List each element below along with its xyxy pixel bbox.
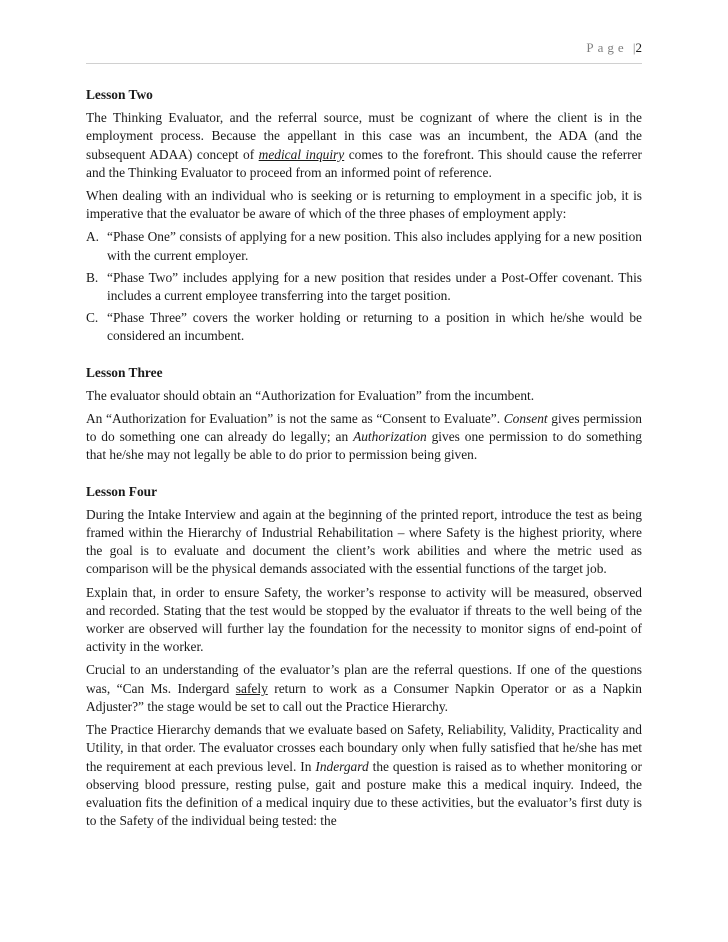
- page-label: Page: [586, 40, 628, 55]
- page-header: [586, 40, 642, 56]
- phases-list: [86, 228, 642, 345]
- lesson-two-paragraph-1: [86, 109, 642, 182]
- header-rule: [86, 63, 642, 64]
- list-item-text: “Phase Two” includes applying for a new position that resides under a Post-Offer covenant. This includes a current employee transferring into the target position.: [107, 269, 642, 304]
- list-marker: B.: [86, 269, 99, 285]
- list-item: [86, 228, 642, 264]
- header-separator: |: [632, 40, 636, 55]
- emphasis-safely: safely: [235, 680, 268, 696]
- list-marker: A.: [86, 229, 100, 245]
- emphasis-medical-inquiry: medical inquiry: [258, 146, 345, 162]
- emphasis-consent: Consent: [503, 411, 548, 427]
- lesson-three-paragraph-2: [86, 410, 642, 465]
- text-run: An “Authorization for Evaluation” is not the same as “Consent to Evaluate”.: [86, 411, 504, 427]
- emphasis-authorization: Authorization: [353, 429, 427, 445]
- lesson-four-paragraph-3: [86, 661, 642, 716]
- lesson-two-heading: Lesson Two: [86, 87, 153, 102]
- lesson-three-paragraph-1: The evaluator should obtain an “Authorization for Evaluation” from the incumbent.: [86, 387, 535, 403]
- list-marker: C.: [86, 310, 99, 326]
- document-body: [86, 86, 642, 835]
- text-run: gives permission to do something one can already do legally; an: [86, 411, 642, 445]
- lesson-three-heading: Lesson Three: [86, 364, 163, 380]
- lesson-four-paragraph-4: [86, 721, 642, 830]
- text-run: The Practice Hierarchy demands that we evaluate based on Safety, Reliability, Validity, Practicality and Utility, in that order. The evaluator crosses each boundary only when fully satisfied that he/she has met the requirement at each previous level. In: [86, 722, 642, 774]
- text-run: gives one permission to do something that he/she may not legally be able to do prior to permission being given.: [86, 429, 642, 463]
- list-item-text: “Phase Three” covers the worker holding or returning to a position in which he/she would be considered an incumbent.: [107, 310, 642, 344]
- list-item: [86, 269, 642, 305]
- lesson-two-paragraph-2: When dealing with an individual who is seeking or is returning to employment in a specific job, it is imperative that the evaluator be aware of which of the three phases of employment apply:: [86, 188, 642, 222]
- text-run: The Thinking Evaluator, and the referral source, must be cognizant of where the client is in the employment process. Because the appellant in this case was an incumbent, the ADA (and the subsequent ADAA) concept of: [86, 110, 642, 162]
- text-run: Crucial to an understanding of the evaluator’s plan are the referral questions. If one of the questions was, “Can Ms. Indergard: [86, 662, 642, 696]
- lesson-four-paragraph-2: Explain that, in order to ensure Safety, the worker’s response to activity will be measured, observed and recorded. Stating that the test would be stopped by the evaluator if threats to the well being of the worker are observed will further lay the foundation for the necessity to monitor signs of end-point of activity in the worker.: [86, 584, 642, 655]
- page-number: 2: [635, 40, 642, 55]
- list-item-text: “Phase One” consists of applying for a new position. This also includes applying for a new position with the current employer.: [107, 229, 642, 263]
- text-run: the question is raised as to whether monitoring or observing blood pressure, resting pulse, gait and posture make this a medical inquiry. Indeed, the evaluation fits the definition of a medical inquiry due to these activities, but the evaluator’s first duty is to the Safety of the individual being tested: the: [86, 758, 642, 829]
- lesson-four-heading: Lesson Four: [86, 483, 158, 499]
- lesson-four-paragraph-1: During the Intake Interview and again at the beginning of the printed report, introduce the test as being framed within the Hierarchy of Industrial Rehabilitation – where Safety is the highest priority, where the goal is to evaluate and document the client’s work abilities and where the metric used as comparison will be the physical demands associated with the essential functions of the target job.: [86, 506, 642, 577]
- text-run: return to work as a Consumer Napkin Operator or as a Napkin Adjuster?” the stage would be set to call out the Practice Hierarchy.: [86, 680, 642, 714]
- list-item: [86, 309, 642, 345]
- emphasis-indergard: Indergard: [315, 758, 369, 774]
- text-run: comes to the forefront. This should cause the referrer and the Thinking Evaluator to proceed from an informed point of reference.: [86, 146, 643, 180]
